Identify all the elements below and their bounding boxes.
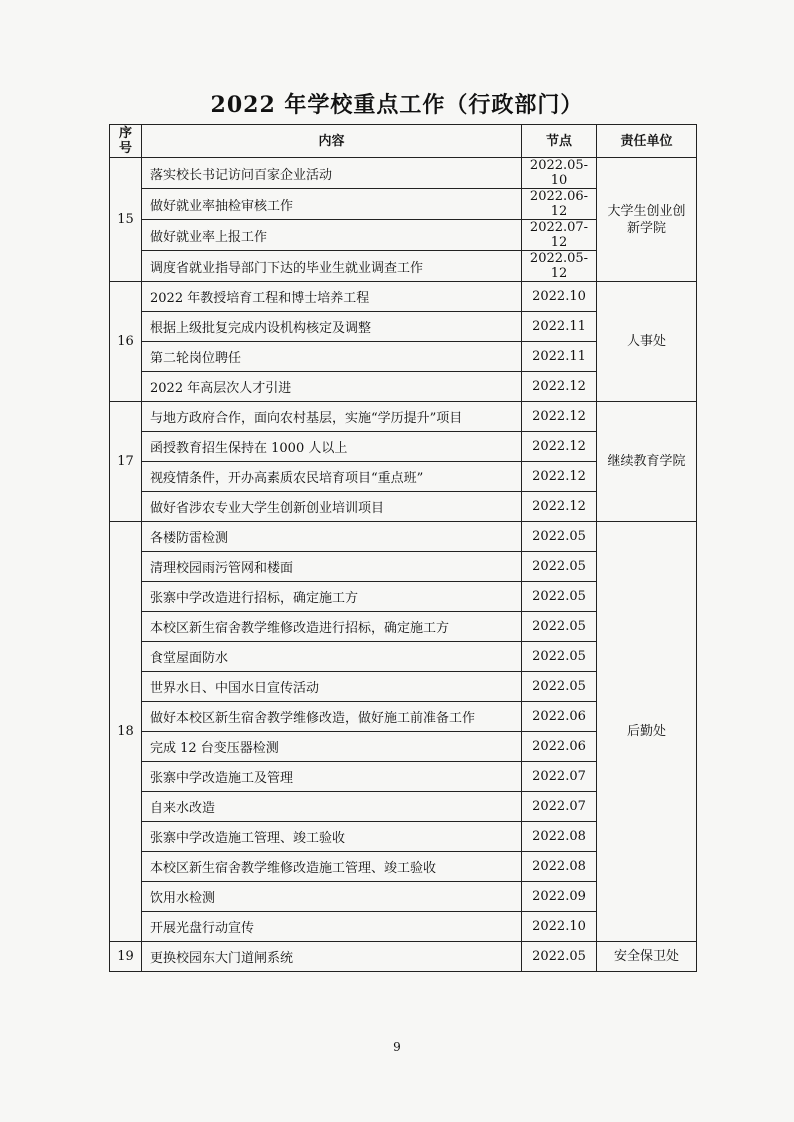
responsible-unit: 后勤处: [597, 522, 697, 942]
task-content: 与地方政府合作，面向农村基层，实施“学历提升”项目: [142, 402, 522, 432]
task-content: 开展光盘行动宣传: [142, 912, 522, 942]
header-no: 序号: [110, 125, 142, 158]
task-content: 清理校园雨污管网和楼面: [142, 552, 522, 582]
task-deadline: 2022.05: [522, 552, 597, 582]
task-deadline: 2022.08: [522, 852, 597, 882]
responsible-unit: 大学生创业创新学院: [597, 158, 697, 282]
table-row: [110, 158, 697, 189]
task-deadline: 2022.05: [522, 582, 597, 612]
page-number: 9: [393, 1040, 401, 1054]
task-deadline: 2022.05: [522, 522, 597, 552]
table-row: [110, 282, 697, 312]
key-work-table: [109, 124, 697, 972]
task-deadline: 2022.07: [522, 762, 597, 792]
table-row: [110, 402, 697, 432]
header-deadline: 节点: [522, 125, 597, 158]
table-row: [110, 942, 697, 972]
task-content: 视疫情条件，开办高素质农民培育项目“重点班”: [142, 462, 522, 492]
task-content: 张寨中学改造施工管理、竣工验收: [142, 822, 522, 852]
page-title: 2022 年学校重点工作（行政部门）: [210, 92, 584, 118]
task-content: 本校区新生宿舍教学维修改造施工管理、竣工验收: [142, 852, 522, 882]
table-header-row: [110, 125, 697, 158]
responsible-unit: 人事处: [597, 282, 697, 402]
task-deadline: 2022.10: [522, 912, 597, 942]
task-content: 落实校长书记访问百家企业活动: [142, 158, 522, 189]
task-deadline: 2022.12: [522, 372, 597, 402]
task-deadline: 2022.11: [522, 312, 597, 342]
task-deadline: 2022.05: [522, 642, 597, 672]
task-deadline: 2022.05: [522, 672, 597, 702]
task-content: 做好就业率抽检审核工作: [142, 189, 522, 220]
task-content: 更换校园东大门道闸系统: [142, 942, 522, 972]
task-deadline: 2022.09: [522, 882, 597, 912]
task-deadline: 2022.08: [522, 822, 597, 852]
task-deadline: 2022.12: [522, 492, 597, 522]
task-content: 根据上级批复完成内设机构核定及调整: [142, 312, 522, 342]
task-content: 做好就业率上报工作: [142, 220, 522, 251]
header-unit: 责任单位: [597, 125, 697, 158]
task-content: 做好省涉农专业大学生创新创业培训项目: [142, 492, 522, 522]
group-number: 18: [110, 522, 142, 942]
task-deadline: 2022.05-12: [522, 251, 597, 282]
task-deadline: 2022.12: [522, 402, 597, 432]
task-deadline: 2022.12: [522, 432, 597, 462]
task-deadline: 2022.06: [522, 702, 597, 732]
task-content: 做好本校区新生宿舍教学维修改造，做好施工前准备工作: [142, 702, 522, 732]
table-body: [110, 158, 697, 972]
task-content: 调度省就业指导部门下达的毕业生就业调查工作: [142, 251, 522, 282]
task-content: 张寨中学改造进行招标，确定施工方: [142, 582, 522, 612]
responsible-unit: 安全保卫处: [597, 942, 697, 972]
task-deadline: 2022.06-12: [522, 189, 597, 220]
task-content: 2022 年高层次人才引进: [142, 372, 522, 402]
task-deadline: 2022.11: [522, 342, 597, 372]
table-row: [110, 522, 697, 552]
group-number: 19: [110, 942, 142, 972]
task-content: 各楼防雷检测: [142, 522, 522, 552]
group-number: 15: [110, 158, 142, 282]
task-content: 本校区新生宿舍教学维修改造进行招标，确定施工方: [142, 612, 522, 642]
task-deadline: 2022.05-10: [522, 158, 597, 189]
task-deadline: 2022.05: [522, 612, 597, 642]
group-number: 16: [110, 282, 142, 402]
task-content: 第二轮岗位聘任: [142, 342, 522, 372]
task-content: 完成 12 台变压器检测: [142, 732, 522, 762]
task-content: 食堂屋面防水: [142, 642, 522, 672]
group-number: 17: [110, 402, 142, 522]
task-content: 饮用水检测: [142, 882, 522, 912]
task-deadline: 2022.10: [522, 282, 597, 312]
task-deadline: 2022.12: [522, 462, 597, 492]
task-deadline: 2022.06: [522, 732, 597, 762]
task-deadline: 2022.05: [522, 942, 597, 972]
responsible-unit: 继续教育学院: [597, 402, 697, 522]
task-deadline: 2022.07-12: [522, 220, 597, 251]
task-content: 自来水改造: [142, 792, 522, 822]
task-content: 张寨中学改造施工及管理: [142, 762, 522, 792]
header-content: 内容: [142, 125, 522, 158]
task-deadline: 2022.07: [522, 792, 597, 822]
task-content: 2022 年教授培育工程和博士培养工程: [142, 282, 522, 312]
task-content: 世界水日、中国水日宣传活动: [142, 672, 522, 702]
task-content: 函授教育招生保持在 1000 人以上: [142, 432, 522, 462]
